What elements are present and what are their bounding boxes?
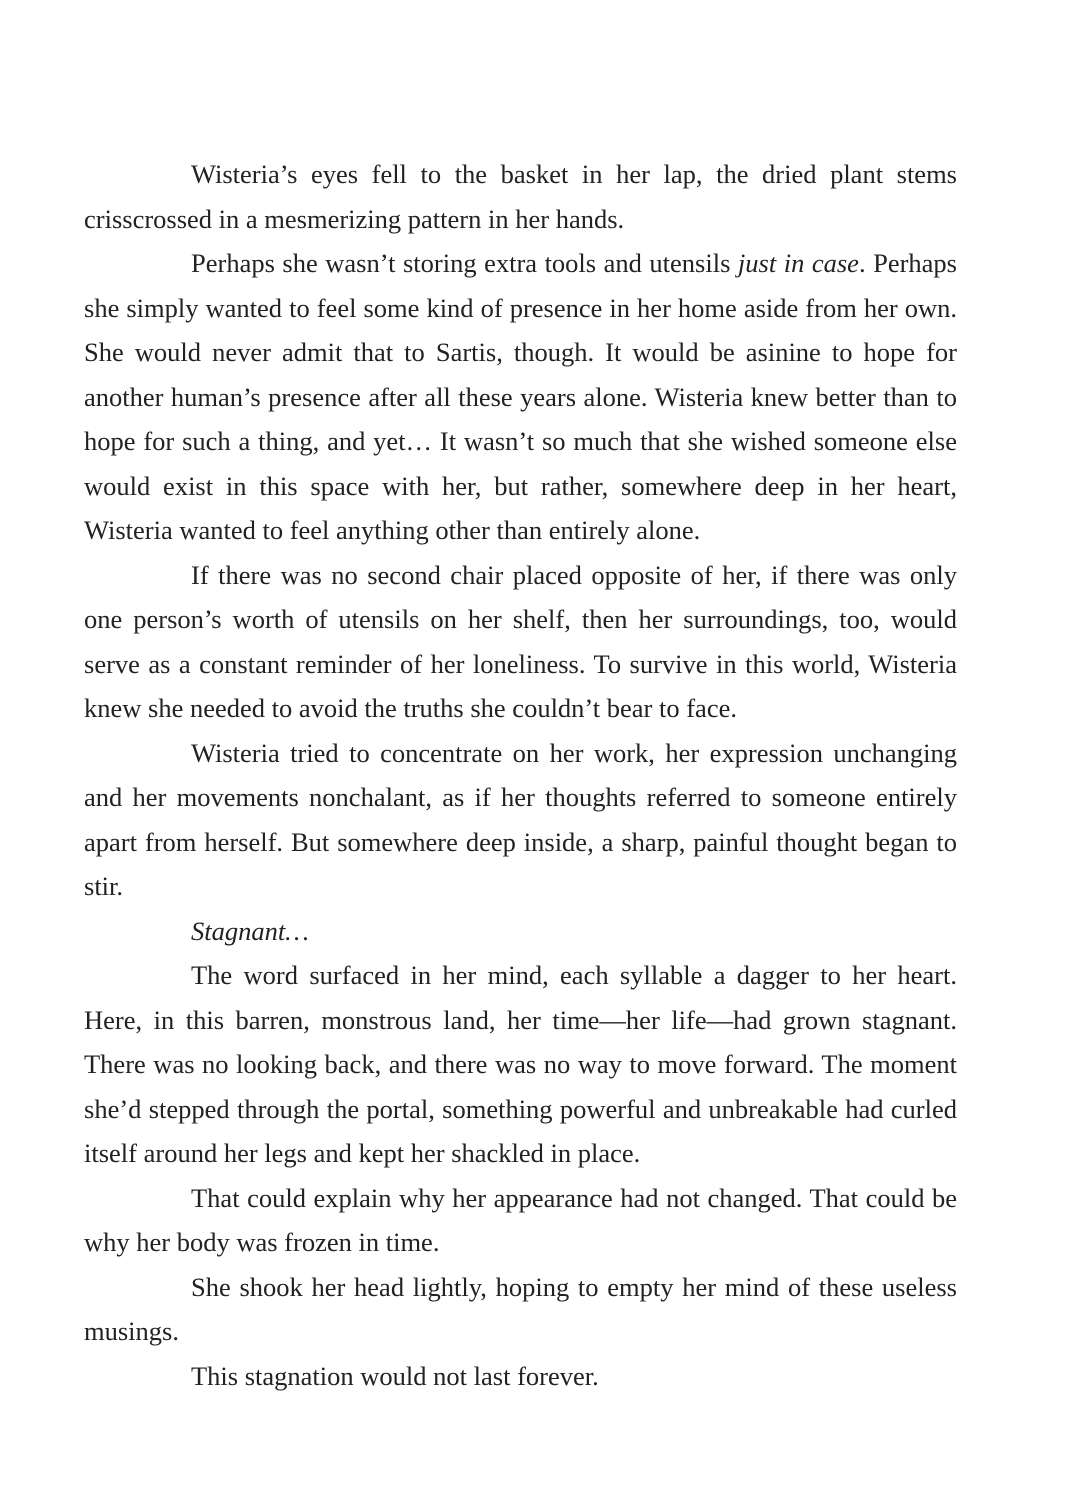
paragraph-text: She shook her head lightly, hoping to empty her mind of these useless musings. xyxy=(84,1271,957,1346)
paragraph-text: That could explain why her appearance had not changed. That could be why her body was frozen in time. xyxy=(84,1182,957,1257)
italic-text: Stagnant… xyxy=(191,915,309,946)
paragraph-text: Perhaps she wasn’t storing extra tools and utensils xyxy=(191,248,738,278)
paragraph-text: Wisteria tried to concentrate on her work, her expression unchanging and her movements nonchalant, as if her thoughts referred to someone entirely apart from herself. But somewhere deep inside, a sharp, painful thought began to stir. xyxy=(84,737,957,901)
paragraph xyxy=(84,152,957,241)
paragraph xyxy=(84,241,957,553)
paragraph xyxy=(84,953,957,1176)
paragraph-text: . Perhaps she simply wanted to feel some kind of presence in her home aside from her own. She would never admit that to Sartis, though. It would be asinine to hope for another human’s presence after all these years alone. Wisteria knew better than to hope for such a thing, and yet… It wasn’t so much that she wished someone else would exist in this space with her, but rather, somewhere deep in her heart, Wisteria wanted to feel anything other than entirely alone. xyxy=(84,248,957,545)
paragraph xyxy=(84,553,957,731)
paragraph xyxy=(84,909,957,954)
paragraph xyxy=(84,1265,957,1354)
paragraph xyxy=(84,1354,957,1399)
italic-text: just in case xyxy=(737,248,859,278)
paragraph xyxy=(84,1176,957,1265)
paragraph-text: The word surfaced in her mind, each syllable a dagger to her heart. Here, in this barren, monstrous land, her time—her life—had grown stagnant. There was no looking back, and there was no way to move forward. The moment she’d stepped through the portal, something powerful and unbreakable had curled itself around her legs and kept her shackled in place. xyxy=(84,960,957,1168)
paragraph xyxy=(84,731,957,909)
paragraph-text: Wisteria’s eyes fell to the basket in her lap, the dried plant stems crisscrossed in a mesmerizing pattern in her hands. xyxy=(84,159,957,234)
book-page-text xyxy=(84,152,957,1398)
paragraph-text: If there was no second chair placed opposite of her, if there was only one person’s worth of utensils on her shelf, then her surroundings, too, would serve as a constant reminder of her loneliness. To survive in this world, Wisteria knew she needed to avoid the truths she couldn’t bear to face. xyxy=(84,559,957,723)
paragraph-text: This stagnation would not last forever. xyxy=(191,1360,599,1391)
